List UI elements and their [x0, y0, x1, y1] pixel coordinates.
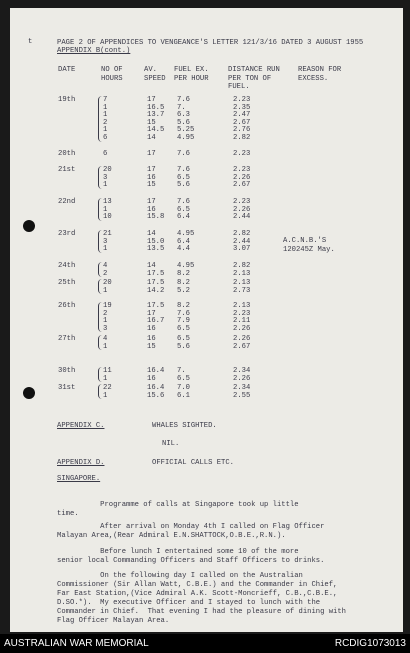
table-cell: 2.47: [233, 111, 251, 120]
table-cell: 17: [147, 166, 156, 174]
table-cell: 6.5: [177, 374, 190, 383]
table-cell: 2.11: [233, 317, 251, 326]
table-cell: 7.: [177, 103, 186, 112]
table-cell: 2.23: [233, 198, 251, 206]
table-cell: 6.4: [177, 237, 190, 246]
brace-mark: [98, 198, 102, 221]
table-cell: 15.0: [147, 237, 165, 246]
table-cell: 1: [103, 342, 108, 351]
table-cell: 13: [103, 198, 112, 206]
brace-mark: [98, 384, 102, 399]
table-cell: 20: [103, 279, 112, 287]
singapore-title: SINGAPORE.: [57, 475, 101, 483]
table-cell: 6.5: [177, 335, 190, 343]
brace-mark: [98, 166, 102, 189]
table-cell: 6.1: [177, 391, 190, 400]
appendix-c-title: APPENDIX C.: [57, 422, 105, 430]
table-cell: 16: [147, 335, 156, 343]
table-cell: 1: [103, 245, 108, 254]
group-date: 22nd: [58, 198, 76, 206]
table-cell: 6.5: [177, 324, 190, 333]
table-cell: 3.07: [233, 245, 251, 254]
punch-hole: [23, 220, 35, 232]
table-cell: 2.26: [233, 205, 251, 214]
group-date: 23rd: [58, 230, 76, 238]
table-cell: 14.2: [147, 286, 165, 295]
group-date: 26th: [58, 302, 76, 310]
brace-mark: [98, 96, 102, 142]
text-line: Malayan Area,(Rear Admiral E.N.SHATTOCK,O.B.E.,R.N.).: [57, 532, 286, 540]
brace-mark: [98, 302, 102, 332]
table-cell: 16: [147, 324, 156, 333]
table-cell: 11: [103, 367, 112, 375]
table-cell: 2.23: [233, 166, 251, 174]
table-cell: 15: [147, 342, 156, 351]
table-cell: 17: [147, 198, 156, 206]
table-cell: 17.5: [147, 302, 165, 310]
document-page: [10, 8, 403, 632]
appendix-b-title: APPENDIX B(cont.): [57, 47, 131, 55]
table-cell: 17.5: [147, 279, 165, 287]
table-cell: 2.26: [233, 173, 251, 182]
group-date: 27th: [58, 335, 76, 343]
table-cell: 1: [103, 126, 108, 135]
col-distance: DISTANCE RUN PER TON OF FUEL.: [228, 66, 280, 92]
table-cell: 8.2: [177, 269, 190, 278]
table-cell: 15: [147, 118, 156, 127]
table-cell: 4.95: [177, 134, 195, 142]
table-cell: 17: [147, 309, 156, 318]
table-cell: 2.82: [233, 134, 251, 142]
col-reason: REASON FOR EXCESS.: [298, 66, 342, 83]
table-cell: 2.67: [233, 181, 251, 190]
table-cell: 6: [103, 134, 108, 142]
text-line: Programme of calls at Singapore took up little: [57, 501, 299, 509]
table-cell: 5.6: [177, 342, 190, 351]
table-cell: 2.26: [233, 374, 251, 383]
table-cell: 16.7: [147, 317, 165, 326]
table-cell: 5.6: [177, 118, 190, 127]
group-date: 25th: [58, 279, 76, 287]
table-cell: 16: [147, 173, 156, 182]
table-cell: 5.6: [177, 181, 190, 190]
table-cell: 13.5: [147, 245, 165, 254]
table-cell: 1: [103, 111, 108, 120]
text-line: Before lunch I entertained some 10 of the more: [57, 548, 299, 556]
text-line: Commissioner (Sir Allan Watt, C.B.E.) and the Commander in Chief,: [57, 581, 338, 589]
table-cell: 4.95: [177, 262, 195, 270]
table-cell: 15: [147, 181, 156, 190]
appendix-d-heading: OFFICIAL CALLS ETC.: [152, 459, 234, 467]
table-cell: 2.13: [233, 279, 251, 287]
table-cell: 16: [147, 374, 156, 383]
footer-id: RCDIG1073013: [334, 638, 406, 649]
table-cell: 5.25: [177, 126, 195, 135]
table-cell: 2.55: [233, 391, 251, 400]
brace-mark: [98, 262, 102, 277]
table-cell: 7.0: [177, 384, 190, 392]
table-cell: 15.6: [147, 391, 165, 400]
table-cell: 21: [103, 230, 112, 238]
table-cell: 7.: [177, 367, 186, 375]
table-cell: 6.5: [177, 173, 190, 182]
table-cell: 1: [103, 205, 108, 214]
group-date: 20th: [58, 150, 76, 158]
archive-footer: [0, 634, 410, 653]
text-line: Commander in Chief. That evening I had the pleasure of dining with: [57, 608, 346, 616]
text-line: On the following day I called on the Australian: [57, 572, 303, 580]
table-cell: 6: [103, 150, 108, 158]
table-cell: 2.34: [233, 367, 251, 375]
brace-mark: [98, 230, 102, 253]
text-line: After arrival on Monday 4th I called on Flag Officer: [57, 523, 325, 531]
table-cell: 16: [147, 205, 156, 214]
table-cell: 2.13: [233, 302, 251, 310]
table-cell: 7.9: [177, 317, 190, 326]
table-cell: 6.4: [177, 213, 190, 222]
table-cell: 2.23: [233, 96, 251, 104]
table-cell: 13.7: [147, 111, 165, 120]
table-cell: 3: [103, 324, 108, 333]
reason-note-2: 120245Z May.: [283, 246, 335, 254]
table-cell: 2.23: [233, 150, 251, 158]
col-fuel: FUEL EX. PER HOUR: [174, 66, 209, 83]
table-cell: 10: [103, 213, 112, 222]
table-cell: 2: [103, 309, 108, 318]
table-cell: 8.2: [177, 302, 190, 310]
text-line: Far East Station,(Vice Admiral A.K. Scott-Moncrieff, C.B.,C.B.E.,: [57, 590, 338, 598]
table-cell: 7.6: [177, 166, 190, 174]
table-cell: 16.4: [147, 367, 165, 375]
page-mark: t: [28, 38, 33, 46]
table-cell: 2.67: [233, 118, 251, 127]
table-cell: 17: [147, 150, 156, 158]
table-cell: 6.3: [177, 111, 190, 120]
table-cell: 7.6: [177, 309, 190, 318]
table-cell: 2: [103, 118, 108, 127]
table-cell: 17: [147, 96, 156, 104]
appendix-d-title: APPENDIX D.: [57, 459, 105, 467]
table-cell: 16.5: [147, 103, 165, 112]
group-date: 21st: [58, 166, 76, 174]
table-cell: 1: [103, 181, 108, 190]
table-cell: 1: [103, 317, 108, 326]
table-cell: 14: [147, 230, 156, 238]
table-cell: 1: [103, 286, 108, 295]
brace-mark: [98, 279, 102, 294]
table-cell: 7: [103, 96, 108, 104]
table-cell: 3: [103, 237, 108, 246]
table-cell: 2.82: [233, 262, 251, 270]
brace-mark: [98, 335, 102, 350]
table-cell: 2: [103, 269, 108, 278]
table-cell: 6.5: [177, 205, 190, 214]
table-cell: 2.76: [233, 126, 251, 135]
table-cell: 3: [103, 173, 108, 182]
table-cell: 2.23: [233, 309, 251, 318]
table-cell: 15.8: [147, 213, 165, 222]
table-cell: 14.5: [147, 126, 165, 135]
group-date: 19th: [58, 96, 76, 104]
table-cell: 7.6: [177, 198, 190, 206]
table-cell: 2.73: [233, 286, 251, 295]
table-cell: 1: [103, 374, 108, 383]
table-cell: 1: [103, 391, 108, 400]
footer-source: AUSTRALIAN WAR MEMORIAL: [4, 638, 149, 649]
table-cell: 2.26: [233, 324, 251, 333]
table-cell: 4: [103, 262, 108, 270]
group-date: 30th: [58, 367, 76, 375]
table-cell: 4.4: [177, 245, 190, 254]
table-cell: 7.6: [177, 150, 190, 158]
text-line: time.: [57, 510, 79, 518]
table-cell: 2.26: [233, 335, 251, 343]
col-date: DATE: [58, 66, 76, 74]
text-line: Flag Officer Malayan Area.: [57, 617, 170, 625]
table-cell: 2.67: [233, 342, 251, 351]
group-date: 24th: [58, 262, 76, 270]
table-cell: 14: [147, 262, 156, 270]
table-cell: 2.34: [233, 384, 251, 392]
table-cell: 14: [147, 134, 156, 142]
table-cell: 7.6: [177, 96, 190, 104]
table-cell: 22: [103, 384, 112, 392]
table-cell: 19: [103, 302, 112, 310]
appendix-c-value: NIL.: [162, 440, 180, 448]
brace-mark: [98, 367, 102, 382]
table-cell: 2.82: [233, 230, 251, 238]
table-cell: 5.2: [177, 286, 190, 295]
col-speed: AV. SPEED: [144, 66, 166, 83]
table-cell: 4: [103, 335, 108, 343]
table-cell: 1: [103, 103, 108, 112]
table-cell: 2.13: [233, 269, 251, 278]
table-cell: 4.95: [177, 230, 195, 238]
text-line: D.SO.*). My executive Officer and I stayed to lunch with the: [57, 599, 321, 607]
punch-hole: [23, 387, 35, 399]
table-cell: 20: [103, 166, 112, 174]
page-title: PAGE 2 OF APPENDICES TO VENGEANCE'S LETTER 121/3/16 DATED 3 AUGUST 1955: [57, 39, 364, 47]
table-cell: 16.4: [147, 384, 165, 392]
table-cell: 2.44: [233, 213, 251, 222]
col-hours: NO OF HOURS: [101, 66, 123, 83]
table-cell: 2.44: [233, 237, 251, 246]
text-line: senior local Commanding Officers and Staff Officers to drinks.: [57, 557, 325, 565]
group-date: 31st: [58, 384, 76, 392]
table-cell: 8.2: [177, 279, 190, 287]
table-cell: 17.5: [147, 269, 165, 278]
appendix-c-heading: WHALES SIGHTED.: [152, 422, 217, 430]
table-cell: 2.35: [233, 103, 251, 112]
reason-note-1: A.C.N.B.'S: [283, 237, 327, 245]
